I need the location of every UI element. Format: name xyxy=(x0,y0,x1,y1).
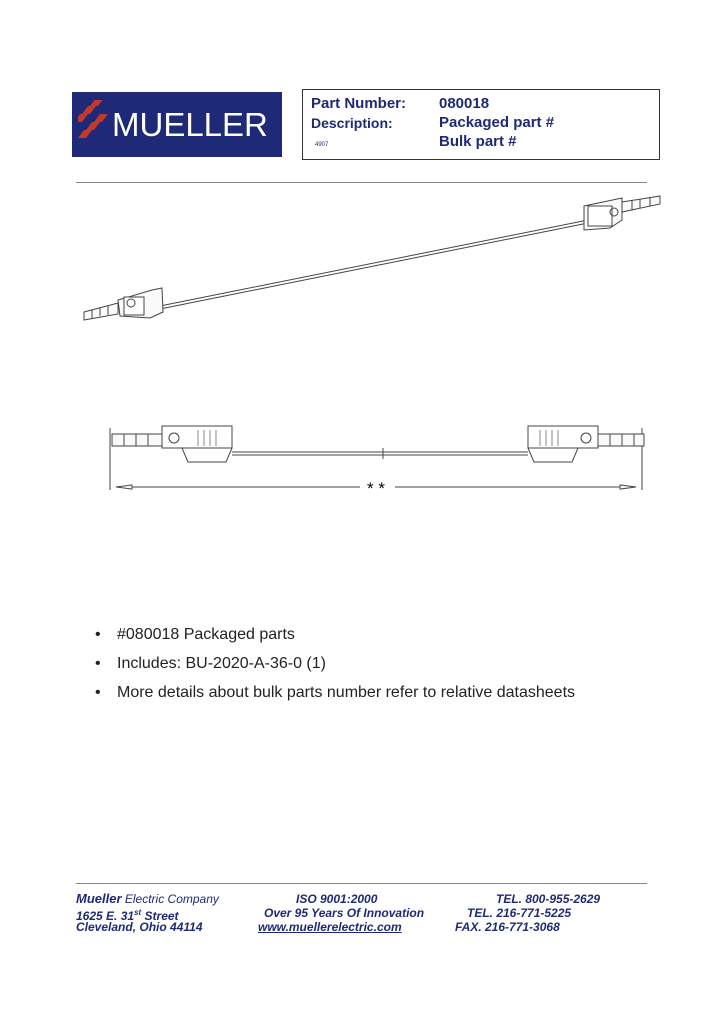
iso-cert: ISO 9001:2000 xyxy=(296,892,378,906)
dimension-label: * * xyxy=(367,479,385,498)
description-label: Description: xyxy=(311,115,393,131)
list-item: • Includes: BU-2020-A-36-0 (1) xyxy=(95,655,326,672)
fax-number: FAX. 216-771-3068 xyxy=(455,920,560,934)
list-item: • #080018 Packaged parts xyxy=(95,626,295,643)
description-value: Packaged part # xyxy=(439,114,555,131)
tel-local: TEL. 216-771-5225 xyxy=(467,906,572,920)
years-tagline: Over 95 Years Of Innovation xyxy=(264,906,425,920)
part-number-label: Part Number: xyxy=(311,95,407,112)
logo-text: MUELLER xyxy=(112,106,268,143)
company-name: Mueller Electric Company xyxy=(76,891,219,906)
list-item: • More details about bulk parts number refer to relative datasheets xyxy=(95,684,576,701)
street-address: 1625 E. 31st Street xyxy=(76,908,179,923)
footer-contact xyxy=(455,892,600,934)
city-address: Cleveland, Ohio 44114 xyxy=(76,920,203,934)
footer-middle xyxy=(258,892,424,934)
footer-address xyxy=(76,892,219,934)
part-number-value: 080018 xyxy=(439,95,490,112)
bottom-divider xyxy=(76,883,647,884)
small-code: 4907 xyxy=(315,142,329,148)
tel-tollfree: TEL. 800-955-2629 xyxy=(496,892,601,906)
bullet-list xyxy=(95,620,575,707)
bulk-part-value: Bulk part # xyxy=(439,133,517,150)
website-link[interactable]: www.muellerelectric.com xyxy=(258,920,402,934)
